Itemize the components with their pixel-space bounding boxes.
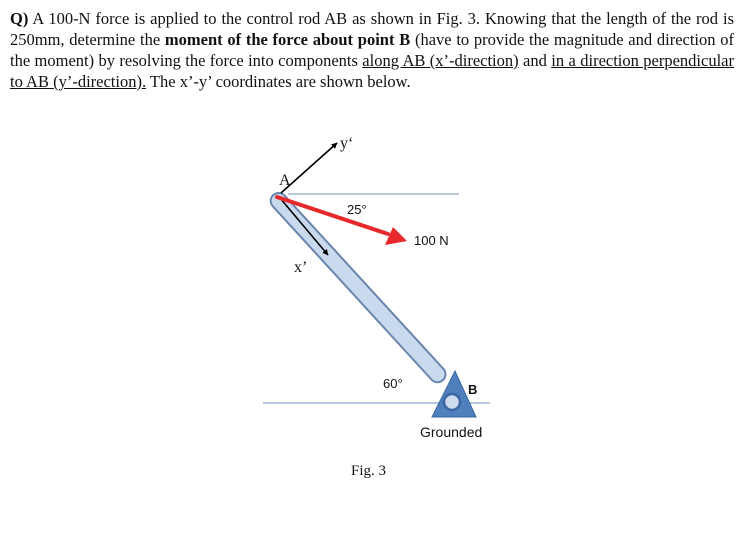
label-x-prime: x’: [294, 259, 308, 276]
pin-b: [444, 394, 460, 410]
label-point-b: B: [468, 382, 478, 397]
question-y-direction: in a direction perpendicular to AB (y’-direction).: [10, 51, 734, 91]
label-angle-60: 60°: [383, 376, 403, 391]
label-y-prime: y‘: [340, 135, 354, 152]
figure-caption: Fig. 3: [351, 463, 387, 479]
control-rod-ab: [267, 190, 448, 386]
question-part-2: (have to provide the magnitude and direction of the moment) by resolving the force into components: [10, 30, 734, 70]
question-part-1: A 100-N force is applied to the control rod AB as shown in Fig. 3. Knowing that the length of the rod is 250mm, determine the: [10, 9, 734, 49]
question-marker: Q): [10, 9, 29, 28]
question-x-direction: along AB (x’-direction): [362, 51, 519, 70]
question-emphasis: moment of the force about point B: [164, 30, 411, 49]
label-point-a: A: [279, 172, 291, 189]
question-part-3: and: [518, 51, 552, 70]
label-angle-25: 25°: [347, 202, 367, 217]
question-part-4: The x’-y’ coordinates are shown below.: [146, 72, 411, 91]
label-force-100n: 100 N: [414, 233, 449, 248]
label-grounded: Grounded: [420, 424, 483, 440]
